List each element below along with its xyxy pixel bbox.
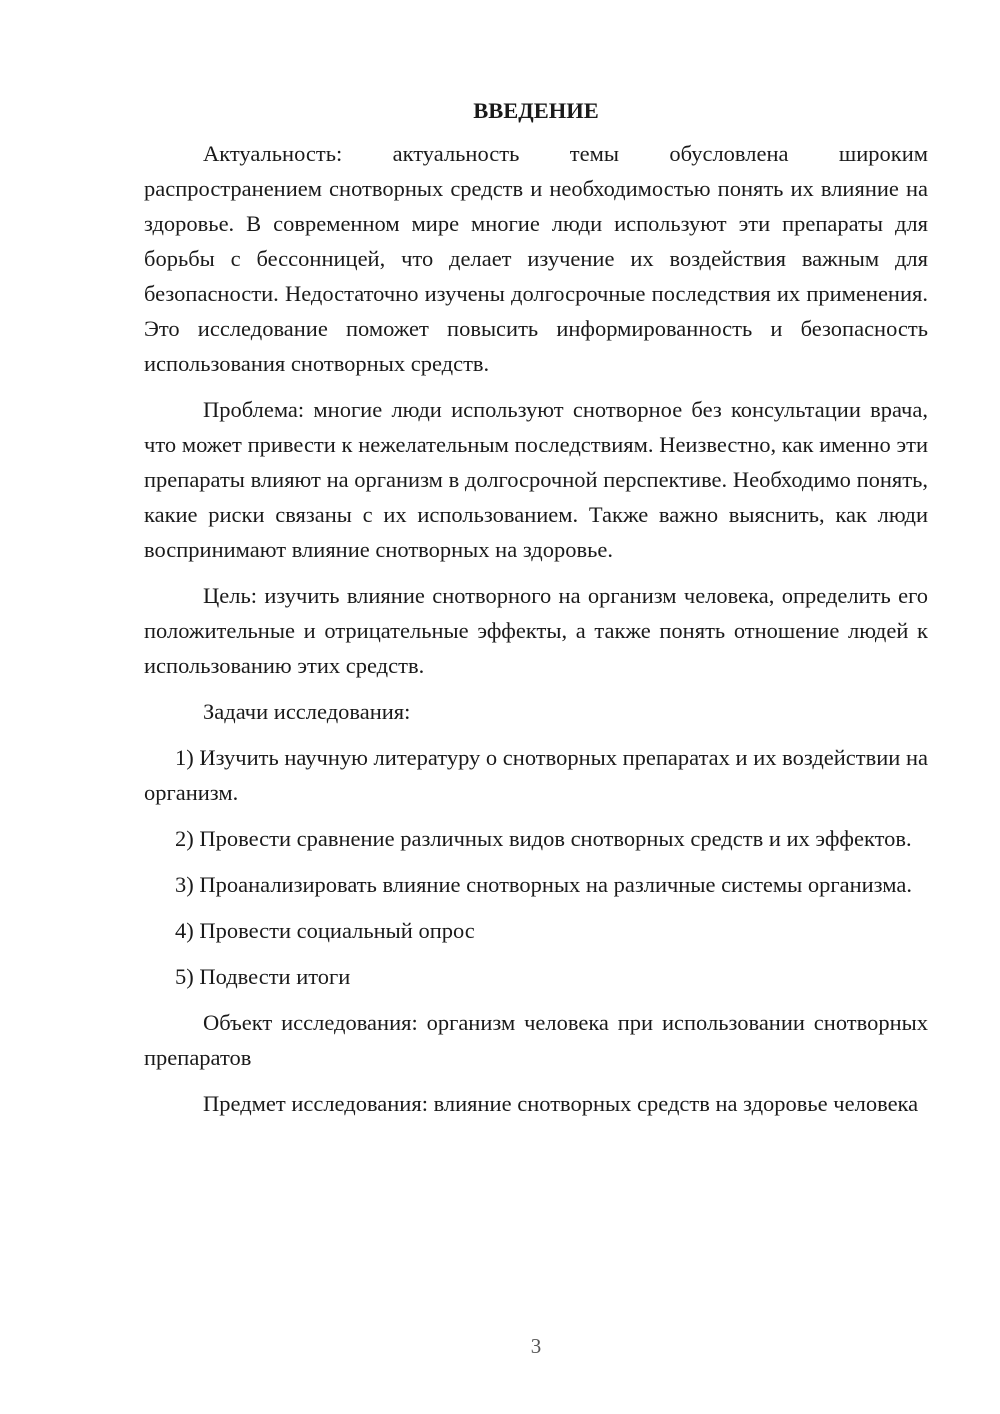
subject-paragraph: Предмет исследования: влияние снотворных средств на здоровье человека: [203, 1091, 919, 1116]
tasks-heading: Задачи исследования:: [203, 699, 411, 724]
goal-paragraph: Цель: изучить влияние снотворного на организм человека, определить его положительные и отрицательные эффекты, а также понять отношение людей к использованию этих средств.: [144, 583, 928, 678]
relevance-paragraph: Актуальность: актуальность темы обусловлена широким распространением снотворных средств и необходимостью понять их влияние на здоровье. В современном мире многие люди используют эти препараты для борьбы с бессонницей, что делает изучение их воздействия важным для безопасности. Недостаточно изучены долгосрочные последствия их применения. Это исследование поможет повысить информированность и безопасность использования снотворных средств.: [144, 141, 928, 376]
problem-paragraph: Проблема: многие люди используют снотворное без консультации врача, что может привести к нежелательным последствиям. Неизвестно, как именно эти препараты влияют на организм в долгосрочной перспективе. Необходимо понять, какие риски связаны с их использованием. Также важно выяснить, как люди воспринимают влияние снотворных на здоровье.: [144, 397, 928, 562]
task-item: 1) Изучить научную литературу о снотворных препаратах и их воздействии на организм.: [144, 745, 928, 805]
task-item: 5) Подвести итоги: [175, 964, 351, 989]
object-paragraph: Объект исследования: организм человека при использовании снотворных препаратов: [144, 1010, 928, 1070]
tasks-list: [144, 740, 928, 994]
page-number: 3: [530, 1334, 542, 1358]
page-content: [144, 96, 928, 1132]
task-item: 2) Провести сравнение различных видов снотворных средств и их эффектов.: [175, 826, 912, 851]
page-title: ВВЕДЕНИЕ: [473, 98, 599, 123]
task-item: 3) Проанализировать влияние снотворных на различные системы организма.: [175, 872, 912, 897]
task-item: 4) Провести социальный опрос: [175, 918, 475, 943]
